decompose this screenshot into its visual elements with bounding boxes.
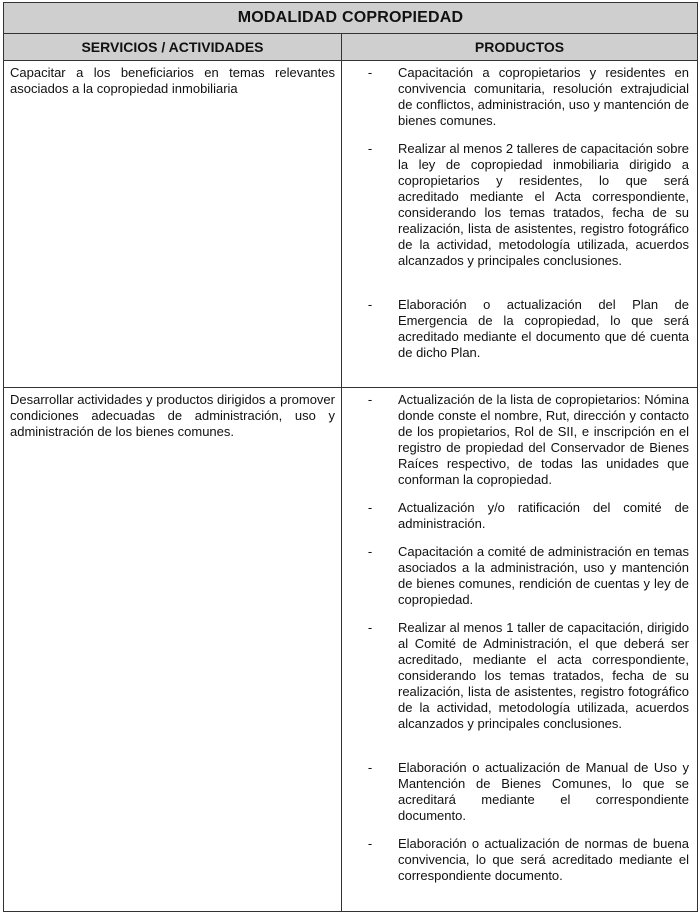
service-text: Desarrollar actividades y productos dirigidos a promover condiciones adecuadas de administración, uso y administración de los bienes comunes. [10,392,335,439]
product-text: Elaboración o actualización de Manual de Uso y Mantención de Bienes Comunes, lo que se acreditará mediante el correspondiente documento. [398,760,690,823]
bullet-dash: - [367,620,373,635]
table-row [4,61,698,388]
product-text: Realizar al menos 1 taller de capacitación, dirigido al Comité de Administración, el que deberá ser acreditado, mediante el acta correspondiente, considerando los temas tratados, fecha de su realización, lista de asistentes, registro fotográfico de la actividad, metodología utilizada, acuerdos alcanzados y principales conclusiones. [398,620,690,731]
table-title: MODALIDAD COPROPIEDAD [4,3,698,34]
product-text: Elaboración o actualización de normas de buena convivencia, lo que será acreditado mediante el correspondiente documento. [398,836,690,883]
product-item [342,836,689,884]
product-item [342,65,689,129]
products-cell [342,388,698,912]
bullet-dash: - [367,392,373,407]
product-text: Elaboración o actualización del Plan de Emergencia de la copropiedad, lo que será acreditado mediante el documento que dé cuenta de dicho Plan. [398,297,690,360]
service-text: Capacitar a los beneficiarios en temas relevantes asociados a la copropiedad inmobiliaria [10,65,335,96]
bullet-dash: - [367,544,373,559]
service-cell [4,388,342,912]
product-item [342,544,689,608]
product-text: Realizar al menos 2 talleres de capacitación sobre la ley de copropiedad inmobiliaria dirigido a copropietarios y residentes, lo que será acreditado mediante el Acta correspondiente, considerando los temas tratados, fecha de su realización, lista de asistentes, registro fotográfico de la actividad, metodología utilizada, acuerdos alcanzados y principales conclusiones. [398,141,690,268]
product-item [342,392,689,488]
service-cell [4,61,342,388]
copropiedad-table [3,2,698,912]
bullet-dash: - [367,297,373,312]
product-text: Actualización y/o ratificación del comité de administración. [398,500,690,531]
products-cell [342,61,698,388]
product-item [342,620,689,732]
bullet-dash: - [367,65,373,80]
column-header-services: SERVICIOS / ACTIVIDADES [4,34,342,61]
product-item [342,500,689,532]
product-item [342,141,689,269]
column-header-products: PRODUCTOS [342,34,698,61]
product-item [342,297,689,361]
bullet-dash: - [367,836,373,851]
product-item [342,760,689,824]
document [3,2,697,912]
bullet-dash: - [367,141,373,156]
bullet-dash: - [367,500,373,515]
product-text: Actualización de la lista de copropietarios: Nómina donde conste el nombre, Rut, dirección y contacto de los propietarios, Rol de SII, e inscripción en el registro de propiedad del Conservador de Bienes Raíces respectivo, de todas las unidades que conforman la copropiedad. [398,392,690,487]
bullet-dash: - [367,760,373,775]
product-text: Capacitación a comité de administración en temas asociados a la administración, uso y mantención de bienes comunes, rendición de cuentas y ley de copropiedad. [398,544,690,607]
table-row [4,388,698,912]
product-text: Capacitación a copropietarios y residentes en convivencia comunitaria, resolución extrajudicial de conflictos, administración, uso y mantención de bienes comunes. [398,65,690,128]
